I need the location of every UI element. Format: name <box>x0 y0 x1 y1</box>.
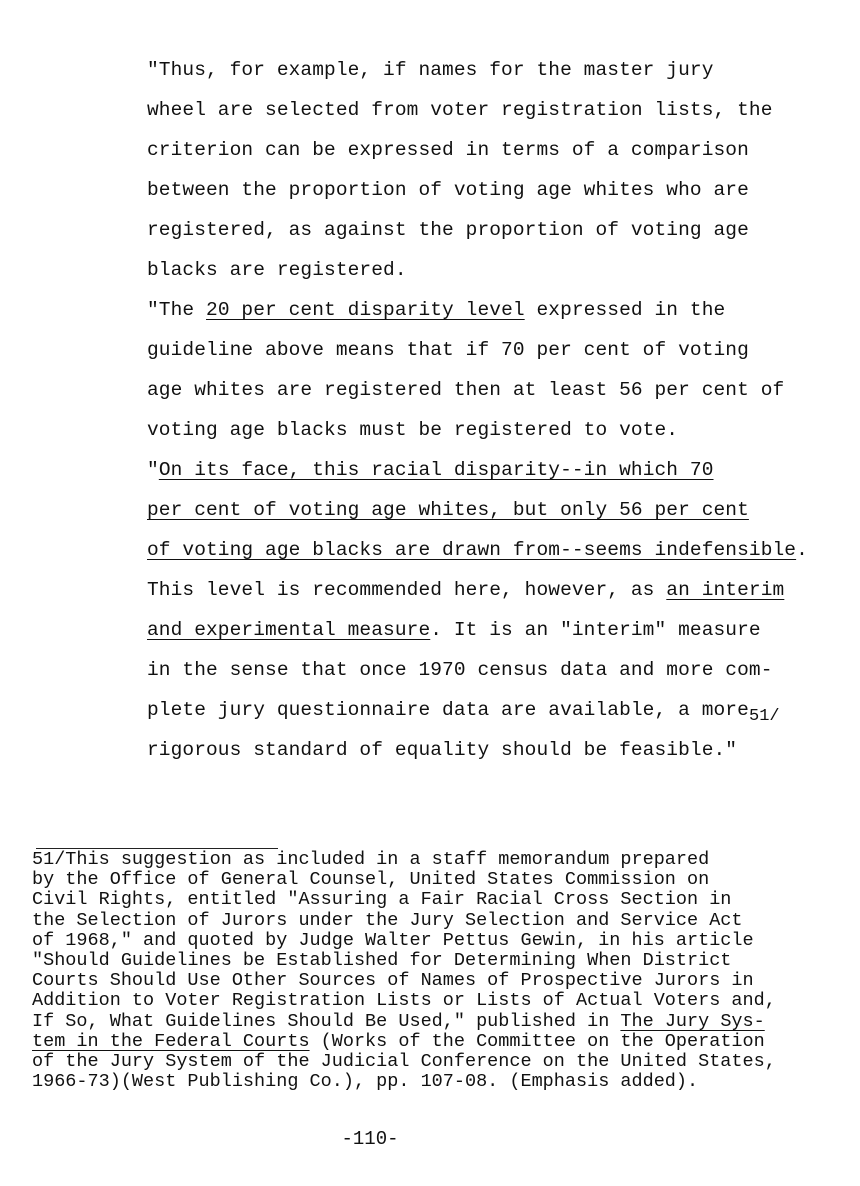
body-line <box>147 490 817 530</box>
footnote-line: Addition to Voter Registration Lists or Lists of Actual Voters and, <box>32 990 776 1012</box>
text-run: This level is recommended here, however, as <box>147 579 667 601</box>
footnote-line: of 1968," and quoted by Judge Walter Pettus Gewin, in his article <box>32 929 754 951</box>
footnote-line: by the Office of General Counsel, United States Commission on <box>32 869 710 891</box>
body-line: plete jury questionnaire data are available, a more <box>147 699 749 721</box>
footnote-line: "Should Guidelines be Established for Determining When District <box>32 949 732 971</box>
body-line <box>147 290 817 330</box>
text-run: " <box>147 459 159 481</box>
page-number: -110- <box>341 1128 399 1150</box>
footnote-line: 1966-73)(West Publishing Co.), pp. 107-08. (Emphasis added). <box>32 1071 699 1093</box>
underlined-text: tem in the Federal Courts <box>32 1030 310 1052</box>
body-line <box>147 570 817 610</box>
body-line: in the sense that once 1970 census data and more com- <box>147 659 773 681</box>
body-line <box>147 530 817 570</box>
footnote-line: the Selection of Jurors under the Jury Selection and Service Act <box>32 909 743 931</box>
underlined-text: and experimental measure <box>147 619 431 641</box>
body-line: between the proportion of voting age whites who are <box>147 179 749 201</box>
footnote-line: 51/This suggestion as included in a staff memorandum prepared <box>32 849 710 870</box>
footnote-line: Courts Should Use Other Sources of Names of Prospective Jurors in <box>32 970 754 992</box>
body-line: blacks are registered. <box>147 259 407 281</box>
text-run: If So, What Guidelines Should Be Used," published in <box>32 1010 621 1032</box>
text-run: . It is an "interim" measure <box>430 619 761 641</box>
underlined-text: an interim <box>666 579 785 601</box>
text-run: (Works of the Committee on the Operation <box>309 1030 765 1052</box>
body-line: registered, as against the proportion of voting age <box>147 219 749 241</box>
body-line <box>147 610 817 650</box>
body-line: guideline above means that if 70 per cent of voting <box>147 339 749 361</box>
footnote-reference: 51/ <box>749 707 780 726</box>
body-line: voting age blacks must be registered to vote. <box>147 419 679 441</box>
underlined-text: of voting age blacks are drawn from--seems indefensible <box>147 539 797 561</box>
body-line: criterion can be expressed in terms of a comparison <box>147 139 749 161</box>
footnote-line <box>32 1032 847 1052</box>
footnote-line: of the Jury System of the Judicial Conference on the United States, <box>32 1050 776 1072</box>
underlined-text: 20 per cent disparity level <box>206 299 525 321</box>
underlined-text: On its face, this racial disparity--in which 70 <box>158 459 714 481</box>
text-run: expressed in the <box>524 299 726 321</box>
body-line: wheel are selected from voter registration lists, the <box>147 99 773 121</box>
body-line: "Thus, for example, if names for the master jury <box>147 59 714 81</box>
underlined-text: The Jury Sys- <box>620 1010 765 1032</box>
footnote-line <box>32 1012 847 1032</box>
footnote <box>32 850 847 1092</box>
body-line: age whites are registered then at least 56 per cent of <box>147 379 785 401</box>
main-text <box>147 50 817 770</box>
text-run: "The <box>147 299 207 321</box>
underlined-text: per cent of voting age whites, but only 56 per cent <box>147 499 749 521</box>
body-line <box>147 450 817 490</box>
footnote-line: Civil Rights, entitled "Assuring a Fair Racial Cross Section in <box>32 889 732 911</box>
body-line: rigorous standard of equality should be feasible." <box>147 739 738 761</box>
text-run: . <box>796 539 808 561</box>
